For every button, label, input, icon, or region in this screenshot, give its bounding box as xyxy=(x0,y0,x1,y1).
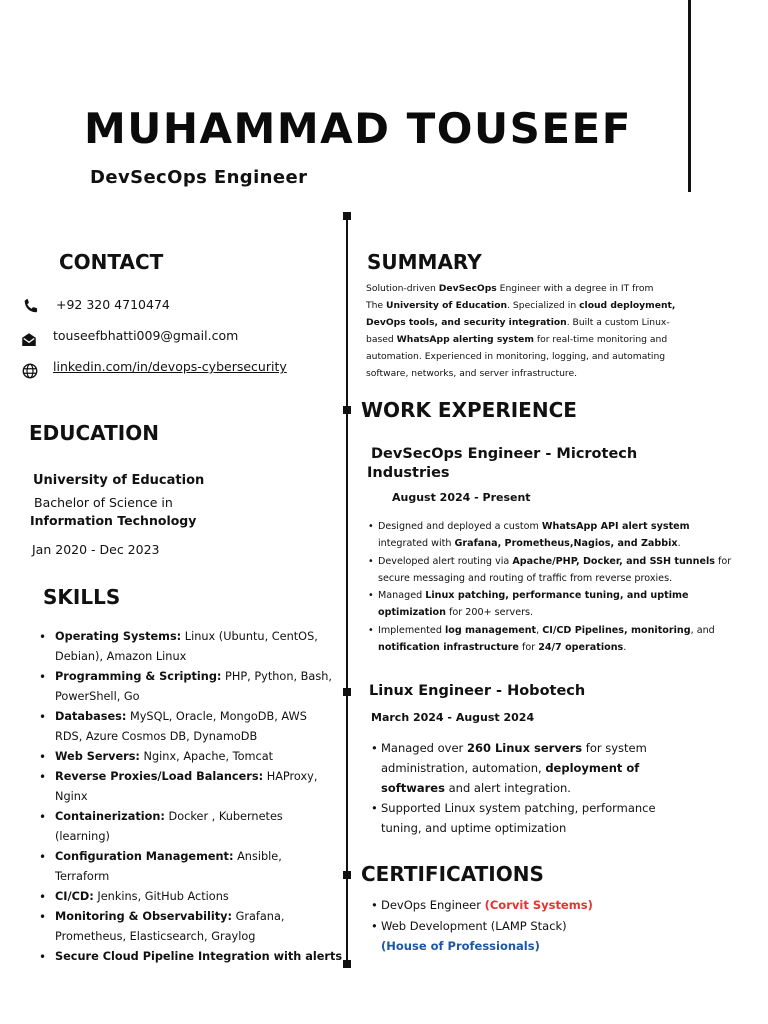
bullet-item xyxy=(378,622,731,639)
bullet-item xyxy=(378,587,731,604)
job1-title: DevSecOps Engineer - Microtech xyxy=(371,446,638,462)
text-run: , and xyxy=(690,624,715,636)
skill-label: Programming & Scripting: xyxy=(55,670,222,683)
timeline-marker xyxy=(343,406,351,414)
text-run: Supported Linux system patching, performance xyxy=(381,801,656,815)
skill-label: Configuration Management: xyxy=(55,850,234,863)
skill-value: Terraform xyxy=(55,870,110,883)
bold-text: softwares xyxy=(381,781,445,795)
skill-value: Jenkins, GitHub Actions xyxy=(93,890,229,903)
bold-text: 24/7 operations xyxy=(538,642,624,654)
text-run: for 200+ servers. xyxy=(445,607,534,619)
skill-line xyxy=(55,887,342,907)
summary-line xyxy=(366,365,701,382)
bullet-continuation xyxy=(378,535,731,552)
skill-value: Docker , Kubernetes xyxy=(164,810,283,823)
skill-value: PHP, Python, Bash, xyxy=(221,670,332,683)
text-run: , xyxy=(536,624,543,636)
skill-label: CI/CD: xyxy=(55,890,94,903)
job1-company: Industries xyxy=(367,465,450,481)
timeline-line xyxy=(346,216,348,965)
summary-line xyxy=(366,280,701,297)
skill-label: Monitoring & Observability: xyxy=(55,910,232,923)
skill-value: (learning) xyxy=(55,830,110,843)
skill-label: Web Servers: xyxy=(55,750,140,763)
summary-text xyxy=(366,280,701,382)
bold-text: DevSecOps xyxy=(438,283,497,294)
skill-line xyxy=(55,727,342,747)
skill-value: Prometheus, Elasticsearch, Graylog xyxy=(55,930,256,943)
skill-line xyxy=(55,687,342,707)
text-run: Managed over xyxy=(381,741,467,755)
text-run: Managed xyxy=(378,590,426,602)
skill-line xyxy=(55,707,342,727)
skill-line xyxy=(55,667,342,687)
certifications-heading: CERTIFICATIONS xyxy=(361,862,544,886)
education-dates: Jan 2020 - Dec 2023 xyxy=(32,542,160,557)
skill-item xyxy=(55,767,342,807)
certification-org: (House of Professionals) xyxy=(381,939,540,953)
education-school: University of Education xyxy=(33,473,205,488)
candidate-role: DevSecOps Engineer xyxy=(90,167,308,188)
text-run: and alert integration. xyxy=(444,781,571,795)
summary-line xyxy=(366,348,701,365)
text-run: Solution-driven xyxy=(366,283,439,294)
bullet-item xyxy=(378,553,731,570)
skill-item xyxy=(55,847,342,887)
bold-text: WhatsApp API alert system xyxy=(541,521,690,532)
globe-icon xyxy=(21,362,39,380)
skill-line xyxy=(55,807,342,827)
job1-bullets xyxy=(378,518,731,656)
skill-value: Debian), Amazon Linux xyxy=(55,650,187,663)
candidate-name: MUHAMMAD TOUSEEF xyxy=(84,104,632,153)
timeline-marker xyxy=(343,688,351,696)
contact-phone: +92 320 4710474 xyxy=(56,297,170,312)
text-run: for real-time monitoring and xyxy=(533,334,668,345)
contact-email[interactable]: touseefbhatti009@gmail.com xyxy=(53,328,239,343)
bullet-continuation xyxy=(378,639,731,656)
bold-text: University of Education xyxy=(386,300,508,311)
skill-value: HAProxy, xyxy=(263,770,318,783)
skill-value: Nginx, Apache, Tomcat xyxy=(139,750,274,763)
text-run: Implemented xyxy=(378,624,445,636)
skill-value: Nginx xyxy=(55,790,88,803)
skills-list xyxy=(55,627,342,967)
mail-icon xyxy=(20,331,38,349)
text-run: automation. Experienced in monitoring, logging, and automating xyxy=(366,351,666,362)
bold-text: cloud deployment, xyxy=(579,300,676,311)
certification-item xyxy=(381,916,593,937)
contact-linkedin-link[interactable]: linkedin.com/in/devops-cybersecurity xyxy=(53,359,287,374)
bold-text: WhatsApp alerting system xyxy=(396,334,534,345)
bullet-continuation xyxy=(381,818,656,838)
skill-line xyxy=(55,627,342,647)
job2-bullets xyxy=(381,738,656,838)
skill-line xyxy=(55,647,342,667)
certification-title: Web Development (LAMP Stack) xyxy=(381,918,567,933)
skill-value: MySQL, Oracle, MongoDB, AWS xyxy=(126,710,307,723)
timeline-marker xyxy=(343,212,351,220)
text-run: Engineer with a degree in IT from xyxy=(496,283,654,294)
summary-line xyxy=(366,314,701,331)
bullet-continuation xyxy=(381,758,656,778)
skill-value: Ansible, xyxy=(233,850,282,863)
bullet-item xyxy=(381,738,656,758)
bold-text: Grafana, Prometheus,Nagios, and Zabbix xyxy=(454,538,678,550)
skill-value: RDS, Azure Cosmos DB, DynamoDB xyxy=(55,730,258,743)
text-run: software, networks, and server infrastructure. xyxy=(366,368,578,379)
text-run: tuning, and uptime optimization xyxy=(381,821,567,835)
certifications-list xyxy=(381,895,593,957)
bold-text: 260 Linux servers xyxy=(466,741,583,755)
skill-label: Reverse Proxies/Load Balancers: xyxy=(55,770,264,783)
bullet-item xyxy=(378,518,731,535)
skill-line xyxy=(55,847,342,867)
certification-title: DevOps Engineer xyxy=(381,898,485,912)
text-run: for xyxy=(714,555,732,567)
education-degree: Bachelor of Science in xyxy=(34,495,173,510)
skill-item xyxy=(55,667,342,707)
skills-heading: SKILLS xyxy=(43,585,121,609)
phone-icon xyxy=(22,297,40,315)
text-run: administration, automation, xyxy=(381,761,546,775)
skill-value: Linux (Ubuntu, CentOS, xyxy=(181,630,318,643)
education-major: Information Technology xyxy=(30,513,197,528)
bold-text: deployment of xyxy=(545,761,640,775)
text-run: The xyxy=(366,300,387,311)
education-heading: EDUCATION xyxy=(29,421,159,445)
bold-text: log management xyxy=(444,624,537,636)
skill-label: Operating Systems: xyxy=(55,630,182,643)
work-experience-heading: WORK EXPERIENCE xyxy=(361,398,577,422)
skill-item xyxy=(55,627,342,667)
text-run: based xyxy=(366,334,397,345)
skill-label: Secure Cloud Pipeline Integration with alerts xyxy=(55,950,343,963)
text-run: . Specialized in xyxy=(507,300,580,311)
certification-org: (Corvit Systems) xyxy=(484,898,593,912)
skill-line xyxy=(55,907,342,927)
bold-text: CI/CD Pipelines, monitoring xyxy=(542,624,691,636)
contact-heading: CONTACT xyxy=(59,250,164,274)
skill-line xyxy=(55,827,342,847)
bullet-item xyxy=(381,798,656,818)
skill-item xyxy=(55,887,342,907)
timeline-marker xyxy=(343,960,351,968)
skill-line xyxy=(55,927,342,947)
skill-line xyxy=(55,867,342,887)
skill-item xyxy=(55,947,342,967)
skill-item xyxy=(55,747,342,767)
job2-dates: March 2024 - August 2024 xyxy=(371,711,535,724)
skill-label: Containerization: xyxy=(55,810,165,823)
skill-line xyxy=(55,767,342,787)
summary-line xyxy=(366,297,701,314)
bold-text: Linux patching, performance tuning, and uptime xyxy=(425,590,689,602)
skill-line xyxy=(55,947,342,967)
skill-item xyxy=(55,907,342,947)
certification-item xyxy=(381,895,593,916)
skill-line xyxy=(55,747,342,767)
text-run: for xyxy=(518,642,539,654)
summary-line xyxy=(366,331,701,348)
bullet-continuation xyxy=(381,778,656,798)
skill-value: PowerShell, Go xyxy=(55,690,140,703)
text-run: for system xyxy=(582,741,647,755)
text-run: . xyxy=(677,538,681,550)
skill-item xyxy=(55,807,342,847)
text-run: . xyxy=(623,642,627,654)
skill-line xyxy=(55,787,342,807)
bold-text: optimization xyxy=(378,607,446,619)
timeline-marker xyxy=(343,871,351,879)
text-run: Developed alert routing via xyxy=(378,555,513,567)
bullet-continuation xyxy=(378,570,731,587)
header-divider xyxy=(688,0,691,192)
text-run: Designed and deployed a custom xyxy=(378,521,542,532)
job2-title: Linux Engineer - Hobotech xyxy=(369,683,586,699)
bullet-continuation xyxy=(378,604,731,621)
text-run: secure messaging and routing of traffic from reverse proxies. xyxy=(378,572,673,584)
text-run: . Built a custom Linux- xyxy=(566,317,670,328)
job1-dates: August 2024 - Present xyxy=(392,491,531,504)
summary-heading: SUMMARY xyxy=(367,250,482,274)
skill-value: Grafana, xyxy=(232,910,285,923)
text-run: integrated with xyxy=(378,538,455,550)
skill-label: Databases: xyxy=(55,710,127,723)
bold-text: notification infrastructure xyxy=(378,642,519,654)
skill-item xyxy=(55,707,342,747)
bold-text: DevOps tools, and security integration xyxy=(366,317,567,328)
bold-text: Apache/PHP, Docker, and SSH tunnels xyxy=(512,555,715,567)
